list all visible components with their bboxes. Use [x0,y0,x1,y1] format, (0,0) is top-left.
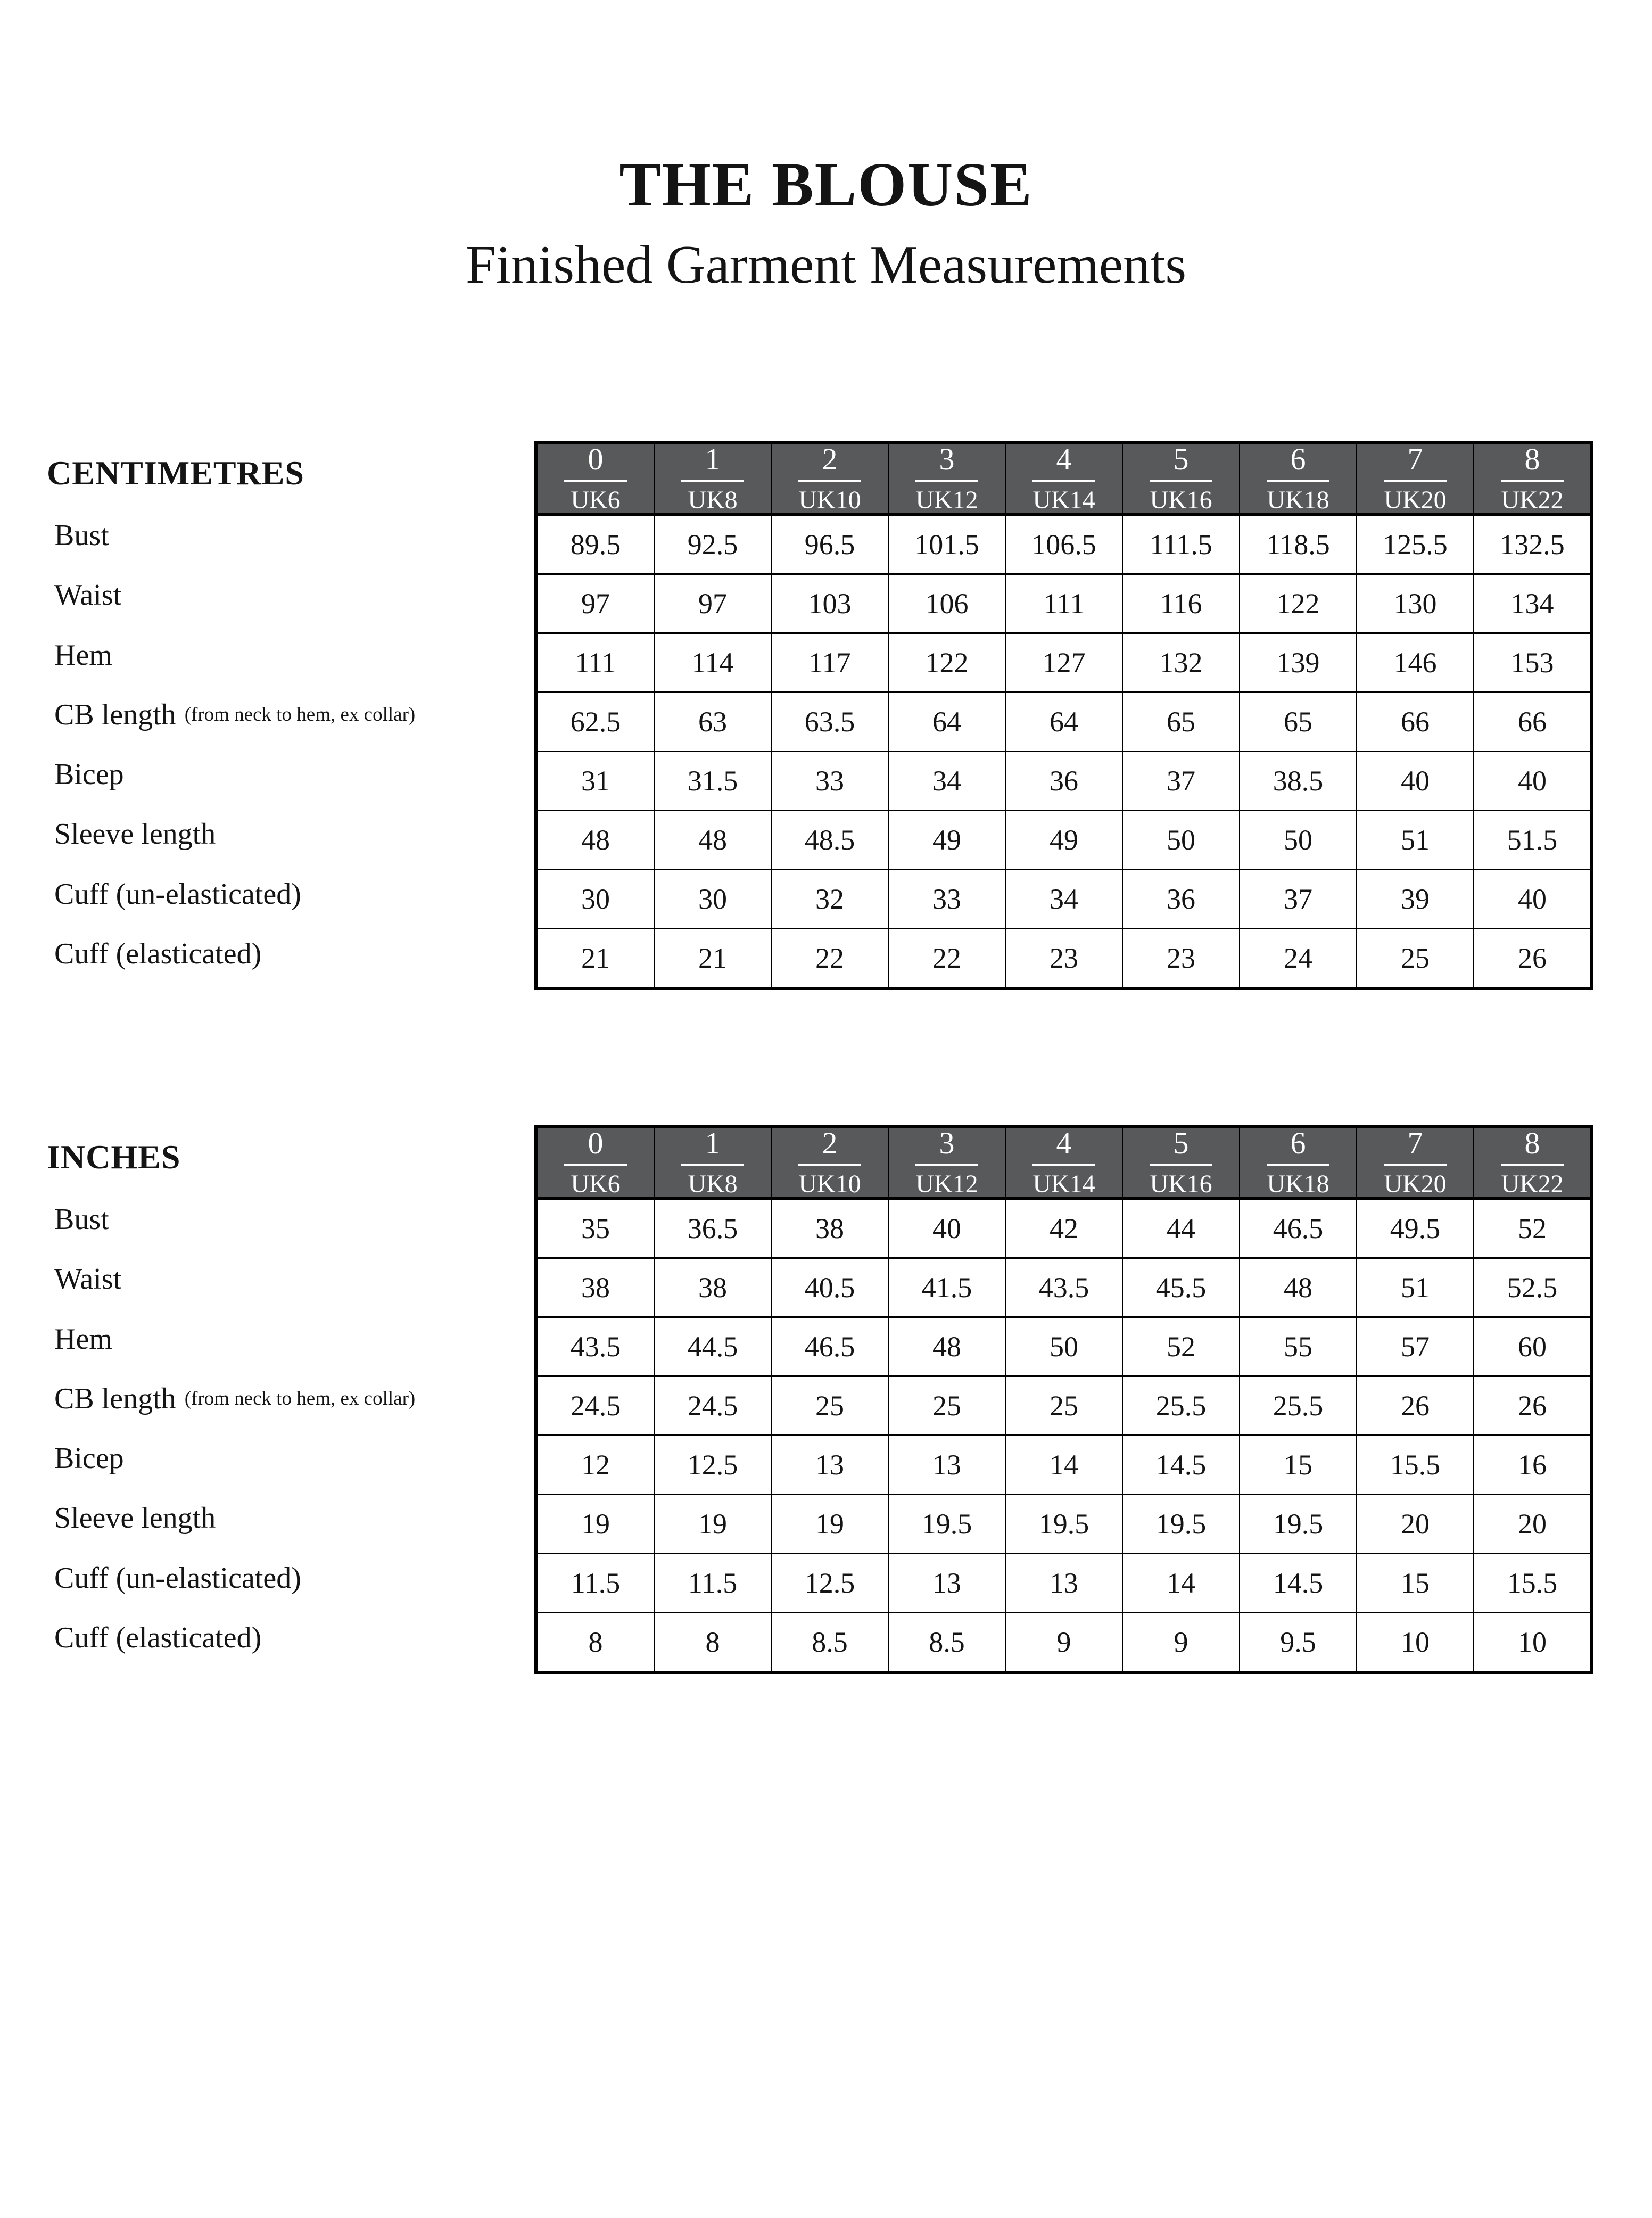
measurement-cell: 8.5 [771,1613,888,1673]
measurement-cell: 49 [888,811,1005,870]
size-header-row [536,442,1592,515]
measurement-cell: 134 [1474,574,1592,633]
measurement-cell: 21 [654,929,771,989]
measurement-cell: 38.5 [1240,752,1357,811]
size-divider-line [1267,480,1329,482]
measurement-cell: 106.5 [1005,515,1122,574]
measurement-cell: 40 [1357,752,1474,811]
size-header-cell [654,442,771,515]
size-header-cell [1474,1126,1592,1199]
measurement-cell: 24 [1240,929,1357,989]
measurement-cell: 20 [1357,1495,1474,1554]
measurement-cell: 50 [1005,1317,1122,1376]
measurement-cell: 9 [1122,1613,1240,1673]
size-divider-line [1150,1164,1212,1166]
centimetres-section-title: CENTIMETRES [47,454,304,492]
measurement-cell: 32 [771,870,888,929]
table-row [536,929,1592,989]
measurement-cell: 30 [536,870,654,929]
measurement-cell: 96.5 [771,515,888,574]
row-label [47,1249,534,1309]
measurement-cell: 65 [1122,692,1240,752]
size-divider-line [564,480,627,482]
row-label [47,1309,534,1369]
uk-size-label: UK8 [688,1170,738,1198]
inches-row-labels [47,1190,534,1668]
measurement-cell: 23 [1122,929,1240,989]
row-label [47,1190,534,1249]
row-label-text: Waist [54,1263,122,1296]
measurement-cell: 39 [1357,870,1474,929]
row-label-text: Cuff (elasticated) [54,1621,262,1654]
measurement-cell: 44.5 [654,1317,771,1376]
uk-size-label: UK18 [1267,1170,1329,1198]
inches-section-title: INCHES [47,1138,181,1176]
measurement-cell: 40.5 [771,1258,888,1317]
measurement-cell: 51.5 [1474,811,1592,870]
table-row [536,1613,1592,1673]
measurement-cell: 97 [654,574,771,633]
table-row [536,1554,1592,1613]
row-label [47,506,534,565]
measurement-cell: 118.5 [1240,515,1357,574]
size-header-cell [1005,1126,1122,1199]
measurement-cell: 31.5 [654,752,771,811]
measurement-cell: 106 [888,574,1005,633]
measurement-cell: 14.5 [1240,1554,1357,1613]
measurement-cell: 8 [654,1613,771,1673]
table-row [536,1258,1592,1317]
measurement-cell: 127 [1005,633,1122,692]
measurement-cell: 12.5 [654,1436,771,1495]
row-label-text: Waist [54,579,122,612]
measurement-cell: 43.5 [1005,1258,1122,1317]
measurement-cell: 45.5 [1122,1258,1240,1317]
row-label-note: (from neck to hem, ex collar) [184,1388,416,1410]
size-divider-line [798,480,861,482]
size-divider-line [1501,480,1564,482]
measurement-cell: 89.5 [536,515,654,574]
size-divider-line [915,480,978,482]
size-number: 2 [822,442,838,476]
size-header-cell [1240,1126,1357,1199]
uk-size-label: UK12 [915,1170,978,1198]
measurement-cell: 36 [1122,870,1240,929]
size-header-cell [1005,442,1122,515]
measurement-cell: 15.5 [1474,1554,1592,1613]
measurement-cell: 19.5 [1240,1495,1357,1554]
row-label-text: Cuff (un-elasticated) [54,1561,301,1595]
measurement-cell: 15 [1240,1436,1357,1495]
measurement-cell: 34 [1005,870,1122,929]
measurement-cell: 30 [654,870,771,929]
measurement-cell: 51 [1357,811,1474,870]
measurement-cell: 57 [1357,1317,1474,1376]
measurement-cell: 10 [1357,1613,1474,1673]
measurement-cell: 36 [1005,752,1122,811]
row-label [47,745,534,804]
measurement-cell: 19 [536,1495,654,1554]
measurement-cell: 24.5 [654,1376,771,1436]
measurement-cell: 51 [1357,1258,1474,1317]
measurement-cell: 43.5 [536,1317,654,1376]
measurement-cell: 19 [654,1495,771,1554]
measurement-cell: 146 [1357,633,1474,692]
table-row [536,574,1592,633]
size-number: 0 [588,1126,604,1160]
measurement-cell: 11.5 [536,1554,654,1613]
uk-size-label: UK10 [798,1170,861,1198]
measurement-cell: 125.5 [1357,515,1474,574]
measurement-cell: 52 [1122,1317,1240,1376]
measurement-cell: 9.5 [1240,1613,1357,1673]
measurement-cell: 37 [1122,752,1240,811]
measurement-cell: 38 [536,1258,654,1317]
size-number: 8 [1524,1126,1540,1160]
measurement-cell: 11.5 [654,1554,771,1613]
size-number: 1 [705,442,721,476]
measurement-cell: 122 [1240,574,1357,633]
size-header-cell [1122,442,1240,515]
size-divider-line [564,1164,627,1166]
centimetres-labels-column [47,441,534,984]
size-number: 5 [1173,1126,1189,1160]
centimetres-table [534,441,1593,990]
measurement-cell: 13 [888,1436,1005,1495]
measurement-cell: 40 [1474,870,1592,929]
measurement-cell: 63 [654,692,771,752]
size-number: 1 [705,1126,721,1160]
measurement-cell: 48 [888,1317,1005,1376]
size-number: 3 [939,1126,955,1160]
row-label-text: Bicep [54,758,124,791]
measurement-cell: 114 [654,633,771,692]
size-divider-line [1150,480,1212,482]
measurement-cell: 111 [1005,574,1122,633]
size-divider-line [1032,480,1095,482]
measurement-cell: 35 [536,1199,654,1258]
uk-size-label: UK14 [1032,1170,1095,1198]
measurement-cell: 50 [1122,811,1240,870]
measurement-cell: 19 [771,1495,888,1554]
size-header-cell [1357,1126,1474,1199]
measurement-cell: 38 [654,1258,771,1317]
row-label-text: Bicep [54,1442,124,1475]
size-header-row [536,1126,1592,1199]
measurement-cell: 111.5 [1122,515,1240,574]
measurement-cell: 40 [888,1199,1005,1258]
measurement-cell: 111 [536,633,654,692]
row-label-text: Cuff (elasticated) [54,937,262,970]
measurement-cell: 14 [1005,1436,1122,1495]
measurement-cell: 48 [654,811,771,870]
centimetres-row-labels [47,506,534,984]
page-subtitle: Finished Garment Measurements [465,235,1187,295]
inches-labels-column [47,1125,534,1668]
row-label [47,685,534,745]
row-label-text: Cuff (un-elasticated) [54,877,301,911]
size-number: 4 [1056,442,1072,476]
measurement-cell: 14.5 [1122,1436,1240,1495]
table-row [536,870,1592,929]
measurement-cell: 25 [1005,1376,1122,1436]
size-header-cell [1240,442,1357,515]
measurement-cell: 25 [1357,929,1474,989]
uk-size-label: UK16 [1150,486,1212,514]
row-label [47,1488,534,1548]
measurement-cell: 20 [1474,1495,1592,1554]
measurement-cell: 64 [1005,692,1122,752]
measurement-cell: 19.5 [1122,1495,1240,1554]
measurement-cell: 130 [1357,574,1474,633]
size-header-cell [771,442,888,515]
measurement-cell: 92.5 [654,515,771,574]
size-header-cell [888,1126,1005,1199]
row-label-note: (from neck to hem, ex collar) [184,704,416,726]
measurement-cell: 8.5 [888,1613,1005,1673]
measurement-cell: 66 [1474,692,1592,752]
measurement-cell: 55 [1240,1317,1357,1376]
measurement-cell: 25 [771,1376,888,1436]
row-label-text: Bust [54,1203,109,1236]
table-row [536,692,1592,752]
table-row [536,811,1592,870]
size-header-cell [536,1126,654,1199]
row-label [47,924,534,984]
row-label-text: CB length [54,1382,176,1415]
measurement-cell: 33 [888,870,1005,929]
uk-size-label: UK16 [1150,1170,1212,1198]
row-label [47,625,534,685]
measurement-cell: 52 [1474,1199,1592,1258]
size-header-cell [1474,442,1592,515]
row-label-text: Sleeve length [54,1502,216,1535]
measurement-cell: 48 [1240,1258,1357,1317]
measurement-cell: 26 [1474,929,1592,989]
measurement-cell: 31 [536,752,654,811]
size-divider-line [1384,1164,1447,1166]
size-header-cell [654,1126,771,1199]
measurement-cell: 122 [888,633,1005,692]
measurement-cell: 9 [1005,1613,1122,1673]
measurement-cell: 10 [1474,1613,1592,1673]
measurement-cell: 97 [536,574,654,633]
measurement-cell: 15 [1357,1554,1474,1613]
size-header-cell [536,442,654,515]
measurement-cell: 13 [888,1554,1005,1613]
measurement-cell: 21 [536,929,654,989]
size-divider-line [1384,480,1447,482]
uk-size-label: UK20 [1384,486,1447,514]
row-label [47,1429,534,1488]
measurement-cell: 26 [1357,1376,1474,1436]
measurement-cell: 65 [1240,692,1357,752]
uk-size-label: UK18 [1267,486,1329,514]
measurement-cell: 8 [536,1613,654,1673]
size-number: 4 [1056,1126,1072,1160]
size-header-cell [888,442,1005,515]
measurement-cell: 117 [771,633,888,692]
uk-size-label: UK12 [915,486,978,514]
size-divider-line [1501,1164,1564,1166]
page-title: THE BLOUSE [619,150,1033,219]
measurement-cell: 15.5 [1357,1436,1474,1495]
measurement-cell: 132.5 [1474,515,1592,574]
uk-size-label: UK8 [688,486,738,514]
uk-size-label: UK22 [1501,1170,1564,1198]
measurement-cell: 49.5 [1357,1199,1474,1258]
row-label-text: Bust [54,519,109,553]
measurement-cell: 14 [1122,1554,1240,1613]
measurement-cell: 23 [1005,929,1122,989]
table-row [536,1199,1592,1258]
measurement-cell: 36.5 [654,1199,771,1258]
table-row [536,752,1592,811]
size-header-cell [1122,1126,1240,1199]
measurement-cell: 33 [771,752,888,811]
measurement-cell: 46.5 [1240,1199,1357,1258]
measurement-cell: 12.5 [771,1554,888,1613]
size-number: 6 [1290,1126,1306,1160]
inches-table [534,1125,1593,1674]
table-row [536,1495,1592,1554]
measurement-cell: 101.5 [888,515,1005,574]
measurement-cell: 62.5 [536,692,654,752]
measurement-cell: 13 [771,1436,888,1495]
size-number: 8 [1524,442,1540,476]
measurement-cell: 66 [1357,692,1474,752]
row-label [47,1369,534,1429]
measurement-cell: 34 [888,752,1005,811]
measurement-cell: 50 [1240,811,1357,870]
measurement-cell: 139 [1240,633,1357,692]
size-number: 2 [822,1126,838,1160]
uk-size-label: UK6 [571,486,621,514]
table-row [536,1376,1592,1436]
measurement-cell: 48.5 [771,811,888,870]
size-number: 0 [588,442,604,476]
measurement-cell: 153 [1474,633,1592,692]
measurement-cell: 40 [1474,752,1592,811]
size-header-cell [771,1126,888,1199]
size-number: 7 [1407,1126,1423,1160]
size-divider-line [1032,1164,1095,1166]
measurement-cell: 41.5 [888,1258,1005,1317]
size-divider-line [915,1164,978,1166]
measurement-cell: 60 [1474,1317,1592,1376]
uk-size-label: UK22 [1501,486,1564,514]
row-label-text: Hem [54,1322,112,1356]
row-label-text: Hem [54,638,112,672]
row-label [47,1608,534,1668]
measurement-cell: 25.5 [1240,1376,1357,1436]
size-header-cell [1357,442,1474,515]
size-number: 5 [1173,442,1189,476]
uk-size-label: UK6 [571,1170,621,1198]
size-number: 7 [1407,442,1423,476]
uk-size-label: UK10 [798,486,861,514]
measurement-cell: 49 [1005,811,1122,870]
measurement-cell: 24.5 [536,1376,654,1436]
measurement-cell: 63.5 [771,692,888,752]
measurement-cell: 103 [771,574,888,633]
measurement-cell: 12 [536,1436,654,1495]
table-row [536,633,1592,692]
uk-size-label: UK20 [1384,1170,1447,1198]
measurement-cell: 22 [888,929,1005,989]
measurement-cell: 16 [1474,1436,1592,1495]
inches-section [47,1125,1593,1674]
measurement-cell: 19.5 [1005,1495,1122,1554]
table-row [536,1436,1592,1495]
row-label [47,1548,534,1608]
measurement-cell: 38 [771,1199,888,1258]
row-label [47,804,534,864]
measurement-cell: 19.5 [888,1495,1005,1554]
measurement-cell: 64 [888,692,1005,752]
measurement-cell: 44 [1122,1199,1240,1258]
measurement-cell: 25.5 [1122,1376,1240,1436]
measurement-cell: 46.5 [771,1317,888,1376]
measurement-cell: 25 [888,1376,1005,1436]
row-label-text: Sleeve length [54,818,216,851]
measurement-cell: 52.5 [1474,1258,1592,1317]
measurement-cell: 22 [771,929,888,989]
size-divider-line [681,1164,744,1166]
size-number: 3 [939,442,955,476]
row-label-text: CB length [54,698,176,731]
row-label [47,565,534,625]
centimetres-section [47,441,1593,990]
measurement-cell: 42 [1005,1199,1122,1258]
size-divider-line [1267,1164,1329,1166]
size-divider-line [681,480,744,482]
measurement-cell: 37 [1240,870,1357,929]
measurement-cell: 48 [536,811,654,870]
uk-size-label: UK14 [1032,486,1095,514]
measurement-cell: 132 [1122,633,1240,692]
table-row [536,1317,1592,1376]
size-divider-line [798,1164,861,1166]
size-number: 6 [1290,442,1306,476]
table-row [536,515,1592,574]
measurement-cell: 13 [1005,1554,1122,1613]
measurement-cell: 116 [1122,574,1240,633]
row-label [47,864,534,924]
measurement-cell: 26 [1474,1376,1592,1436]
